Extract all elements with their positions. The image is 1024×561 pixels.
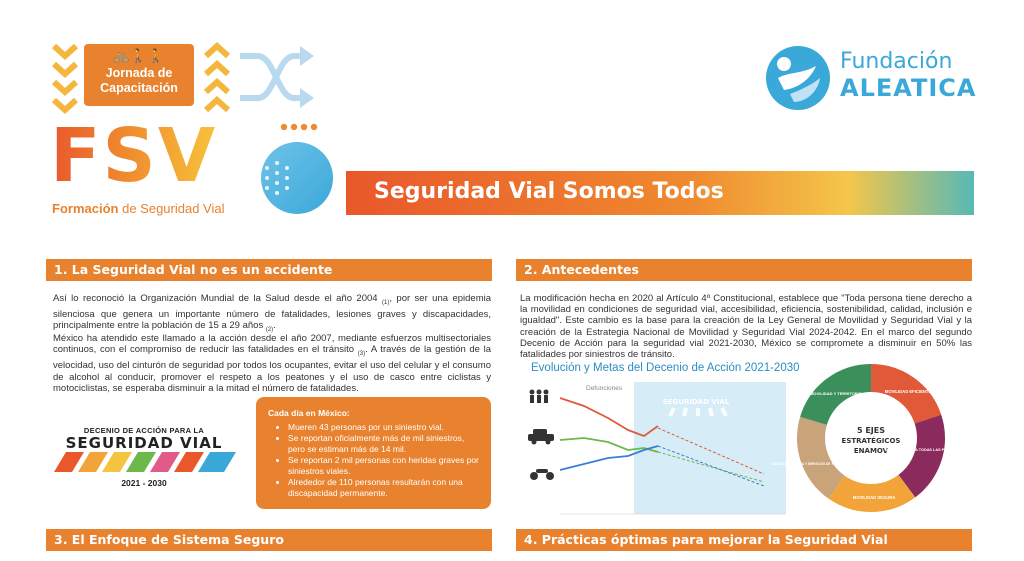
banner-title: Seguridad Vial Somos Todos bbox=[374, 179, 724, 204]
section2-paragraph: La modificación hecha en 2020 al Artículo 4º Constitucional, establece que "Toda persona tiene derecho a la movilidad en condiciones de seguridad vial, accesibilidad, eficiencia, sostenibilidad, calidad, inclusión e igualdad". Este cambio es la base para la creación de la Ley General de Movilidad y Seguridad Vial y la creación de la Estrategia Nacional de Movilidad y Seguridad Vial 2024-2042. En el marco del segundo Decenio de Acción para la seguridad vial 2021-2030, México se compromete a disminuir en 50% las fatalidades por siniestros de tránsito. bbox=[520, 293, 972, 361]
decenio-stripes bbox=[52, 452, 238, 472]
section1-header: 1. La Seguridad Vial no es un accidente bbox=[46, 259, 492, 281]
box-title: Cada día en México: bbox=[268, 408, 350, 418]
fsv-sub-rest: de Seguridad Vial bbox=[122, 201, 225, 216]
eje-label-eficiente: MOVILIDAD EFICIENTE bbox=[884, 389, 932, 394]
fsv-sub-bold: Formación bbox=[52, 201, 119, 216]
s1-ref2: (2) bbox=[265, 327, 274, 334]
aleatica-logo-icon bbox=[764, 44, 832, 112]
list-item: • Alrededor de 110 personas resultarán con una discapacidad permanente. bbox=[288, 477, 479, 498]
car-icon bbox=[528, 429, 554, 445]
people-icon: 🚲🚶🚶 bbox=[113, 49, 165, 64]
ejes-line2: ESTRATÉGICOS bbox=[841, 437, 901, 445]
jornada-line1: Jornada de bbox=[105, 66, 173, 80]
aleatica-logo-text bbox=[840, 50, 976, 102]
ejes-line3: ENAMOV bbox=[853, 447, 889, 455]
box-list bbox=[268, 422, 479, 499]
s1-p2a: México ha atendido este llamado a la acción desde el año 2007, mediante esfuerzos multisectoriales continuos, con el compromiso de reducir las fatalidades en el tránsito bbox=[53, 333, 491, 356]
shuffle-icon bbox=[238, 46, 314, 108]
decenio-line1: DECENIO DE ACCIÓN PARA LA bbox=[83, 426, 205, 435]
pedestrians-icon bbox=[530, 390, 549, 404]
s1-ref1: (1) bbox=[382, 299, 390, 306]
logo-line1: Fundación bbox=[840, 49, 953, 74]
section1-paragraph2 bbox=[53, 333, 491, 394]
section4-header: 4. Prácticas óptimas para mejorar la Seguridad Vial bbox=[516, 529, 972, 551]
s1-p1a: Así lo reconoció la Organización Mundial de la Salud desde el año 2004 bbox=[53, 293, 378, 304]
chart-axis-label: Defunciones bbox=[586, 385, 623, 392]
s1-p2b: . A través de la gestión de la velocidad, uso del cinturón de seguridad por todos los ocupantes, evitar el uso del celular y el consumo de alcohol al conducir, promover el respeto a los peatones y el uso de casco entre ciclistas y motociclistas, se esperaba disminuir a la mitad el número de fatalidades. bbox=[53, 344, 491, 394]
section3-header: 3. El Enfoque de Sistema Seguro bbox=[46, 529, 492, 551]
jornada-line2: Capacitación bbox=[100, 81, 178, 95]
decenio-line2: SEGURIDAD VIAL bbox=[65, 434, 223, 452]
dots-decoration bbox=[280, 122, 320, 132]
ejes-diagram bbox=[771, 363, 963, 513]
fsv-subtitle bbox=[52, 201, 225, 216]
ejes-line1: 5 EJES bbox=[856, 426, 886, 435]
jornada-badge bbox=[84, 44, 194, 106]
evolution-chart bbox=[524, 378, 786, 526]
eje-label-todas: MOVILIDAD PARA TODAS LAS PERSONAS bbox=[885, 448, 963, 452]
eje-label-urbana: MOVILIDAD URBANA Y SERVICIOS DE TRANSPORTE PÚBLICO bbox=[771, 462, 869, 466]
logo-line2: ALEATICA bbox=[840, 74, 977, 102]
list-item: • Se reportan 2 mil personas con heridas graves por siniestros viales. bbox=[288, 455, 479, 476]
fsv-logo: FSV bbox=[50, 113, 218, 199]
chevron-up-icon bbox=[204, 42, 230, 112]
motorcycle-icon bbox=[530, 469, 554, 480]
chart-overlay-label: SEGURIDAD VIAL bbox=[662, 398, 730, 406]
chart-title: Evolución y Metas del Decenio de Acción 2021-2030 bbox=[531, 362, 800, 374]
chevron-down-icon bbox=[52, 42, 78, 112]
list-item: • Se reportan oficialmente más de mil siniestros, pero se estiman más de 14 mil. bbox=[288, 433, 479, 454]
list-item: • Mueren 43 personas por un siniestro vial. bbox=[288, 422, 479, 433]
daily-facts-box bbox=[256, 397, 491, 509]
decenio-years: 2021 - 2030 bbox=[121, 478, 167, 488]
s1-p1b: , por ser una epidemia silenciosa que genera un importante número de fatalidades, lesiones graves y discapacidades, principalmente entre la población de 15 a 29 años bbox=[53, 293, 492, 332]
title-banner bbox=[346, 171, 974, 215]
s1-p1c: . bbox=[273, 320, 276, 332]
section2-header: 2. Antecedentes bbox=[516, 259, 972, 281]
blue-circle-decoration bbox=[255, 140, 335, 220]
section1-paragraph1 bbox=[53, 293, 491, 336]
eje-label-territorio: MOVILIDAD Y TERRITORIO bbox=[810, 391, 862, 396]
s1-ref3: (3) bbox=[357, 351, 366, 358]
eje-label-segura: MOVILIDAD SEGURA bbox=[852, 495, 896, 500]
